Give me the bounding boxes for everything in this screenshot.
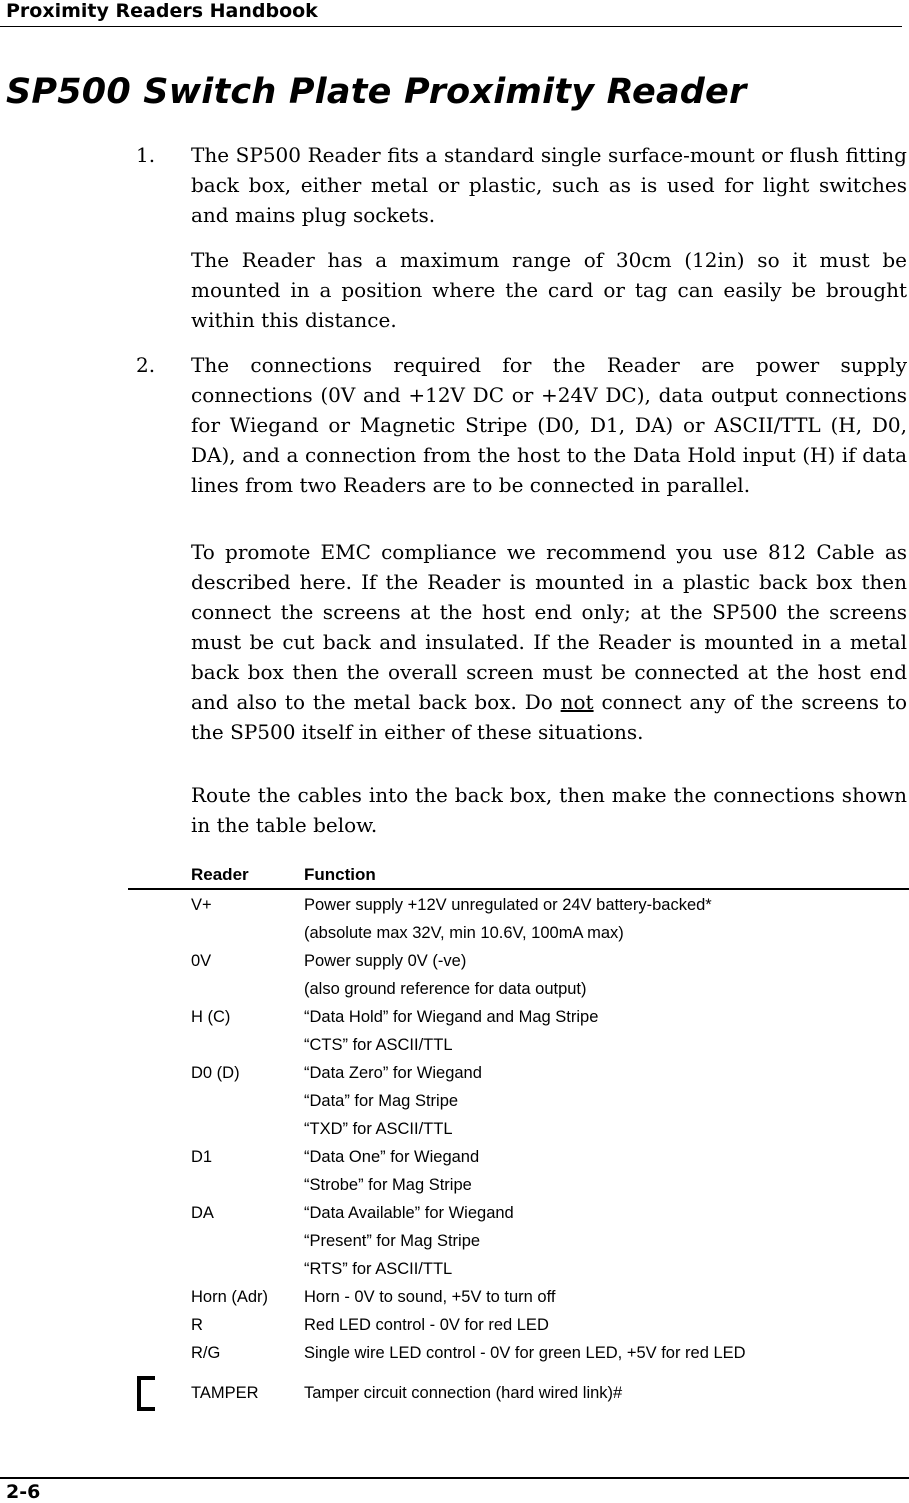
table-cell-function: “Present” for Mag Stripe bbox=[304, 1232, 481, 1250]
page-number: 2-6 bbox=[6, 1481, 41, 1503]
table-cell-function: Horn - 0V to sound, +5V to turn off bbox=[304, 1288, 556, 1306]
item-number: 1. bbox=[136, 143, 156, 167]
table-cell-function: Red LED control - 0V for red LED bbox=[304, 1316, 549, 1334]
table-cell-function: Power supply +12V unregulated or 24V battery-backed* bbox=[304, 896, 712, 914]
table-cell-function: “Data Available” for Wiegand bbox=[304, 1204, 514, 1222]
table-cell-function: Tamper circuit connection (hard wired link)# bbox=[304, 1384, 623, 1402]
table-cell-function: Single wire LED control - 0V for green LED, +5V for red LED bbox=[304, 1344, 746, 1362]
running-header: Proximity Readers Handbook bbox=[6, 0, 318, 22]
paragraph: The connections required for the Reader are power supply connections (0V and +12V DC or +24V DC), data output connections for Wiegand or Magnetic Stripe (D0, D1, DA) or ASCII/TTL (H, D0, DA), and a connection from the host to the Data Hold input (H) if data lines from two Readers are to be connected in parallel. bbox=[191, 353, 907, 497]
table-cell-reader: R/G bbox=[191, 1344, 221, 1362]
table-cell-function: “TXD” for ASCII/TTL bbox=[304, 1120, 453, 1138]
table-cell-function: “RTS” for ASCII/TTL bbox=[304, 1260, 453, 1278]
table-cell-reader: TAMPER bbox=[191, 1384, 259, 1402]
table-cell-reader: D0 (D) bbox=[191, 1064, 240, 1082]
table-cell-reader: R bbox=[191, 1316, 203, 1334]
emc-text-after: connect any of the screens to the SP500 itself in either of these situations. bbox=[191, 690, 907, 744]
table-cell-function: “Data” for Mag Stripe bbox=[304, 1092, 459, 1110]
table-header-function: Function bbox=[304, 865, 376, 884]
item-number: 2. bbox=[136, 353, 156, 377]
table-header-reader: Reader bbox=[191, 865, 249, 884]
table-rule bbox=[128, 888, 909, 890]
tamper-link-bracket bbox=[137, 1376, 155, 1411]
emc-paragraph bbox=[191, 537, 907, 747]
table-cell-reader: D1 bbox=[191, 1148, 213, 1166]
paragraph: The Reader has a maximum range of 30cm (12in) so it must be mounted in a position where the card or tag can easily be brought within this distance. bbox=[191, 248, 907, 332]
footer-rule bbox=[0, 1477, 909, 1479]
table-cell-reader: Horn (Adr) bbox=[191, 1288, 269, 1306]
table-cell-function: “Data Hold” for Wiegand and Mag Stripe bbox=[304, 1008, 599, 1026]
table-cell-function: Power supply 0V (-ve) bbox=[304, 952, 467, 970]
table-cell-function: “Data Zero” for Wiegand bbox=[304, 1064, 482, 1082]
table-cell-reader: DA bbox=[191, 1204, 214, 1222]
paragraph: The SP500 Reader fits a standard single surface-mount or flush fitting back box, either metal or plastic, such as is used for light switches and mains plug sockets. bbox=[191, 143, 907, 227]
emc-text-before: To promote EMC compliance we recommend you use 812 Cable as described here. If the Reader is mounted in a plastic back box then connect the screens at the host end only; at the SP500 the screens must be cut back and insulated. If the Reader is mounted in a metal back box then the overall screen must be connected at the host end and also to the metal back box. Do bbox=[191, 540, 907, 714]
table-cell-function: “Data One” for Wiegand bbox=[304, 1148, 480, 1166]
emc-text-underlined: not bbox=[560, 690, 594, 714]
table-cell-function: “CTS” for ASCII/TTL bbox=[304, 1036, 453, 1054]
table-cell-function: (also ground reference for data output) bbox=[304, 980, 587, 998]
table-cell-function: (absolute max 32V, min 10.6V, 100mA max) bbox=[304, 924, 624, 942]
table-cell-reader: V+ bbox=[191, 896, 212, 914]
table-cell-reader: 0V bbox=[191, 952, 212, 970]
route-paragraph: Route the cables into the back box, then make the connections shown in the table below. bbox=[191, 783, 907, 837]
page-title: SP500 Switch Plate Proximity Reader bbox=[6, 72, 747, 112]
header-rule bbox=[0, 26, 902, 27]
table-cell-reader: H (C) bbox=[191, 1008, 231, 1026]
table-cell-function: “Strobe” for Mag Stripe bbox=[304, 1176, 472, 1194]
